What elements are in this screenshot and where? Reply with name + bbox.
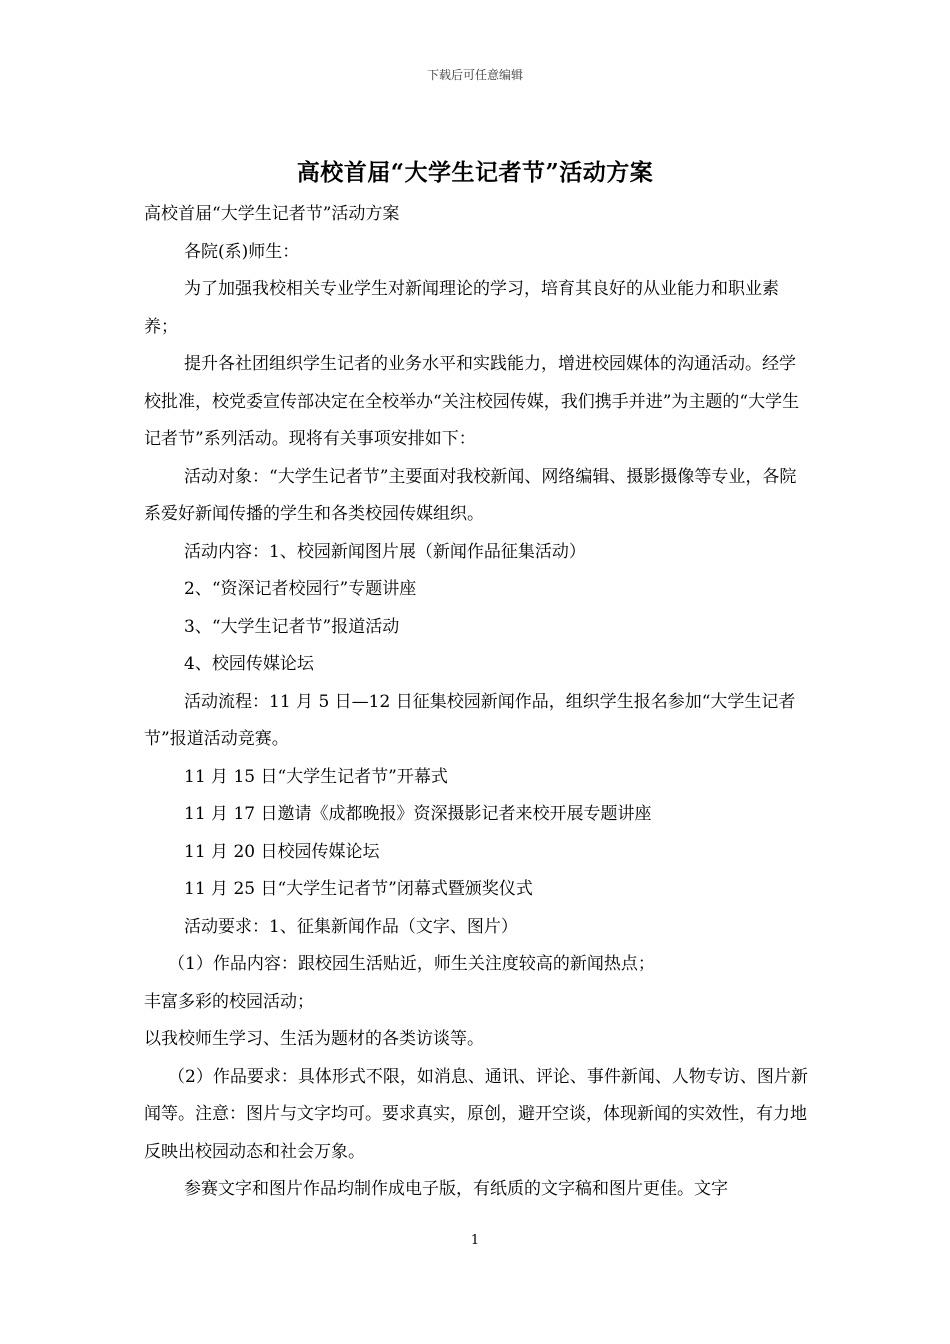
paragraph: 活动要求：1、征集新闻作品（文字、图片） xyxy=(184,916,518,937)
paragraph: 活动对象：“大学生记者节”主要面对我校新闻、网络编辑、摄影摄像等专业，各院系爱好新闻传播的学生和各类校园传媒组织。 xyxy=(144,466,797,524)
subtitle-paragraph: 高校首届“大学生记者节”活动方案 xyxy=(144,204,400,224)
paragraph: （1）作品内容：跟校园生活贴近，师生关注度较高的新闻热点； xyxy=(168,954,655,974)
list-item: 4、校园传媒论坛 xyxy=(184,654,314,674)
paragraph: 以我校师生学习、生活为题材的各类访谈等。 xyxy=(144,1029,484,1049)
page-number: 1 xyxy=(470,1233,480,1248)
paragraph: 参赛文字和图片作品均制作成电子版，有纸质的文字稿和图片更佳。文字 xyxy=(184,1179,728,1199)
paragraph: 为了加强我校相关专业学生对新闻理论的学习，培育其良好的从业能力和职业素养； xyxy=(144,279,779,337)
paragraph: 丰富多彩的校园活动； xyxy=(144,991,314,1012)
list-item: 2、“资深记者校园行”专题讲座 xyxy=(184,579,417,599)
schedule-item: 11 月 17 日邀请《成都晚报》资深摄影记者来校开展专题讲座 xyxy=(184,804,652,824)
list-item: 3、“大学生记者节”报道活动 xyxy=(184,616,400,637)
schedule-item: 11 月 15 日“大学生记者节”开幕式 xyxy=(184,766,448,787)
paragraph: 提升各社团组织学生记者的业务水平和实践能力，增进校园媒体的沟通活动。经学校批准，校党委宣传部决定在全校举办“关注校园传媒，我们携手并进”为主题的“大学生记者节”系列活动。现将有关事项安排如下： xyxy=(144,354,800,449)
schedule-item: 11 月 25 日“大学生记者节”闭幕式暨颁奖仪式 xyxy=(184,879,533,899)
salutation: 各院(系)师生： xyxy=(184,241,300,262)
paragraph: 活动内容：1、校园新闻图片展（新闻作品征集活动） xyxy=(184,541,586,562)
page-header: 下载后可任意编辑 xyxy=(426,68,523,82)
document-title: 高校首届“大学生记者节”活动方案 xyxy=(296,159,654,186)
paragraph: （2）作品要求：具体形式不限，如消息、通讯、评论、事件新闻、人物专访、图片新闻等。注意：图片与文字均可。要求真实，原创，避开空谈，体现新闻的实效性，有力地反映出校园动态和社会万象。 xyxy=(144,1066,808,1162)
schedule-item: 11 月 20 日校园传媒论坛 xyxy=(184,841,380,862)
document-body xyxy=(144,196,808,1209)
paragraph: 活动流程：11 月 5 日—12 日征集校园新闻作品，组织学生报名参加“大学生记者节”报道活动竞赛。 xyxy=(144,691,796,749)
